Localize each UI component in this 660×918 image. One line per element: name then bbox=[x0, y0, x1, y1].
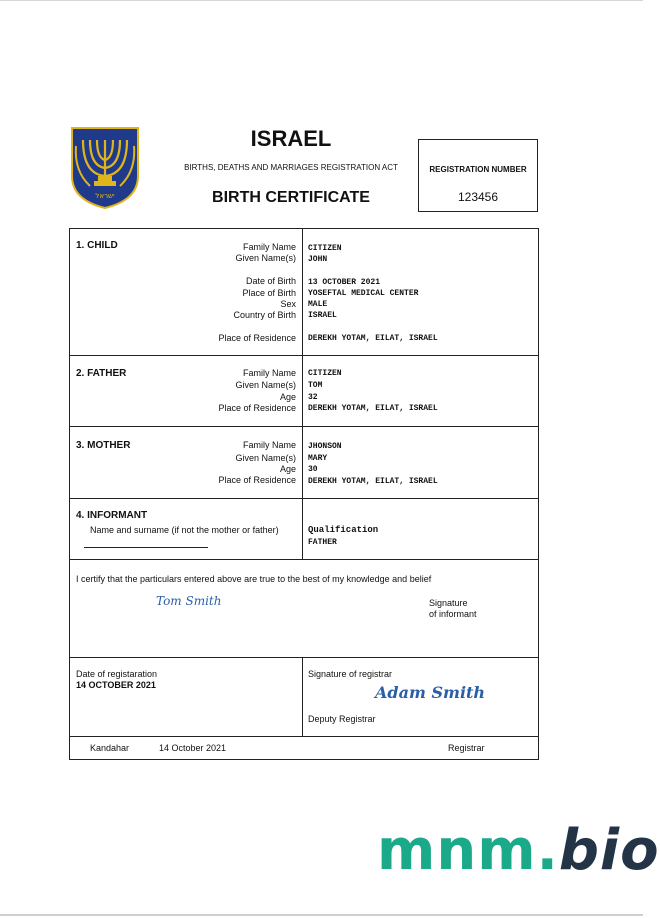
brand-part1: mnm. bbox=[377, 818, 559, 883]
certification-statement: I certify that the particulars entered above are true to the best of my knowledge and belief bbox=[76, 574, 432, 584]
signature-label: Signature bbox=[429, 598, 468, 608]
document-title: BIRTH CERTIFICATE bbox=[212, 189, 370, 206]
informant-signature: Tom Smith bbox=[156, 594, 222, 608]
section-child: 1. CHILD bbox=[76, 240, 118, 251]
label-given-names: Given Name(s) bbox=[235, 380, 296, 390]
label-sex: Sex bbox=[280, 299, 296, 309]
registration-date: 14 OCTOBER 2021 bbox=[76, 680, 156, 690]
child-sex: MALE bbox=[308, 300, 328, 309]
section-mother: 3. MOTHER bbox=[76, 440, 131, 451]
label-country-of-birth: Country of Birth bbox=[233, 310, 296, 320]
label-place-of-residence: Place of Residence bbox=[218, 475, 296, 485]
certificate-table bbox=[69, 228, 539, 760]
father-given-names: TOM bbox=[308, 381, 323, 390]
emblem-hebrew-text: ישראל bbox=[95, 192, 115, 200]
divider-informant-certify bbox=[70, 559, 538, 560]
brand-watermark bbox=[377, 818, 660, 883]
divider-father-mother bbox=[70, 426, 538, 427]
column-divider-upper bbox=[302, 229, 303, 559]
father-place-of-residence: DEREKH YOTAM, EILAT, ISRAEL bbox=[308, 404, 438, 413]
registration-date-label: Date of registaration bbox=[76, 669, 158, 679]
mother-age: 30 bbox=[308, 465, 318, 474]
informant-qualification: FATHER bbox=[308, 538, 337, 547]
mother-family-name: JHONSON bbox=[308, 442, 342, 451]
footer-registrar: Registrar bbox=[448, 743, 485, 753]
child-given-names: JOHN bbox=[308, 255, 328, 264]
mother-place-of-residence: DEREKH YOTAM, EILAT, ISRAEL bbox=[308, 477, 438, 486]
registrar-signature: Adam Smith bbox=[375, 683, 486, 702]
registration-number-label: REGISTRATION NUMBER bbox=[429, 165, 527, 174]
informant-name-line bbox=[84, 547, 208, 548]
father-family-name: CITIZEN bbox=[308, 369, 342, 378]
brand-part2: bio bbox=[558, 818, 660, 883]
child-country-of-birth: ISRAEL bbox=[308, 311, 337, 320]
father-age: 32 bbox=[308, 393, 318, 402]
page-bottom-divider bbox=[0, 914, 643, 916]
label-age: Age bbox=[279, 392, 296, 402]
registration-number-box bbox=[418, 139, 538, 212]
country-title: ISRAEL bbox=[250, 126, 332, 151]
mother-given-names: MARY bbox=[308, 454, 328, 463]
divider-registration-footer bbox=[70, 736, 538, 737]
page-top-divider bbox=[0, 0, 643, 1]
label-family-name: Family Name bbox=[242, 440, 296, 450]
label-place-of-birth: Place of Birth bbox=[242, 288, 296, 298]
registrar-signature-label: Signature of registrar bbox=[308, 669, 393, 679]
registration-act: BIRTHS, DEATHS AND MARRIAGES REGISTRATION ACT bbox=[184, 163, 398, 172]
footer-date: 14 October 2021 bbox=[159, 743, 227, 753]
footer-place: Kandahar bbox=[90, 743, 130, 753]
divider-certify-registration bbox=[70, 657, 538, 658]
label-family-name: Family Name bbox=[242, 368, 296, 378]
of-informant-label: of informant bbox=[429, 609, 477, 619]
label-given-names: Given Name(s) bbox=[235, 453, 296, 463]
label-place-of-residence: Place of Residence bbox=[218, 403, 296, 413]
israel-emblem-icon bbox=[70, 126, 140, 210]
column-divider-lower bbox=[302, 657, 303, 736]
child-family-name: CITIZEN bbox=[308, 244, 342, 253]
child-date-of-birth: 13 OCTOBER 2021 bbox=[308, 278, 381, 287]
label-place-of-residence: Place of Residence bbox=[218, 333, 296, 343]
label-family-name: Family Name bbox=[242, 242, 296, 252]
label-age: Age bbox=[279, 464, 296, 474]
section-informant: 4. INFORMANT bbox=[76, 510, 148, 521]
registration-number-value: 123456 bbox=[457, 190, 499, 204]
informant-name-label: Name and surname (if not the mother or father) bbox=[90, 525, 279, 535]
deputy-registrar-label: Deputy Registrar bbox=[308, 714, 376, 724]
label-date-of-birth: Date of Birth bbox=[245, 276, 296, 286]
section-father: 2. FATHER bbox=[76, 368, 127, 379]
label-given-names: Given Name(s) bbox=[235, 253, 296, 263]
child-place-of-birth: YOSEFTAL MEDICAL CENTER bbox=[308, 289, 419, 298]
child-place-of-residence: DEREKH YOTAM, EILAT, ISRAEL bbox=[308, 334, 438, 343]
qualification-label: Qualification bbox=[308, 525, 379, 535]
divider-mother-informant bbox=[70, 498, 538, 499]
divider-child-father bbox=[70, 355, 538, 356]
